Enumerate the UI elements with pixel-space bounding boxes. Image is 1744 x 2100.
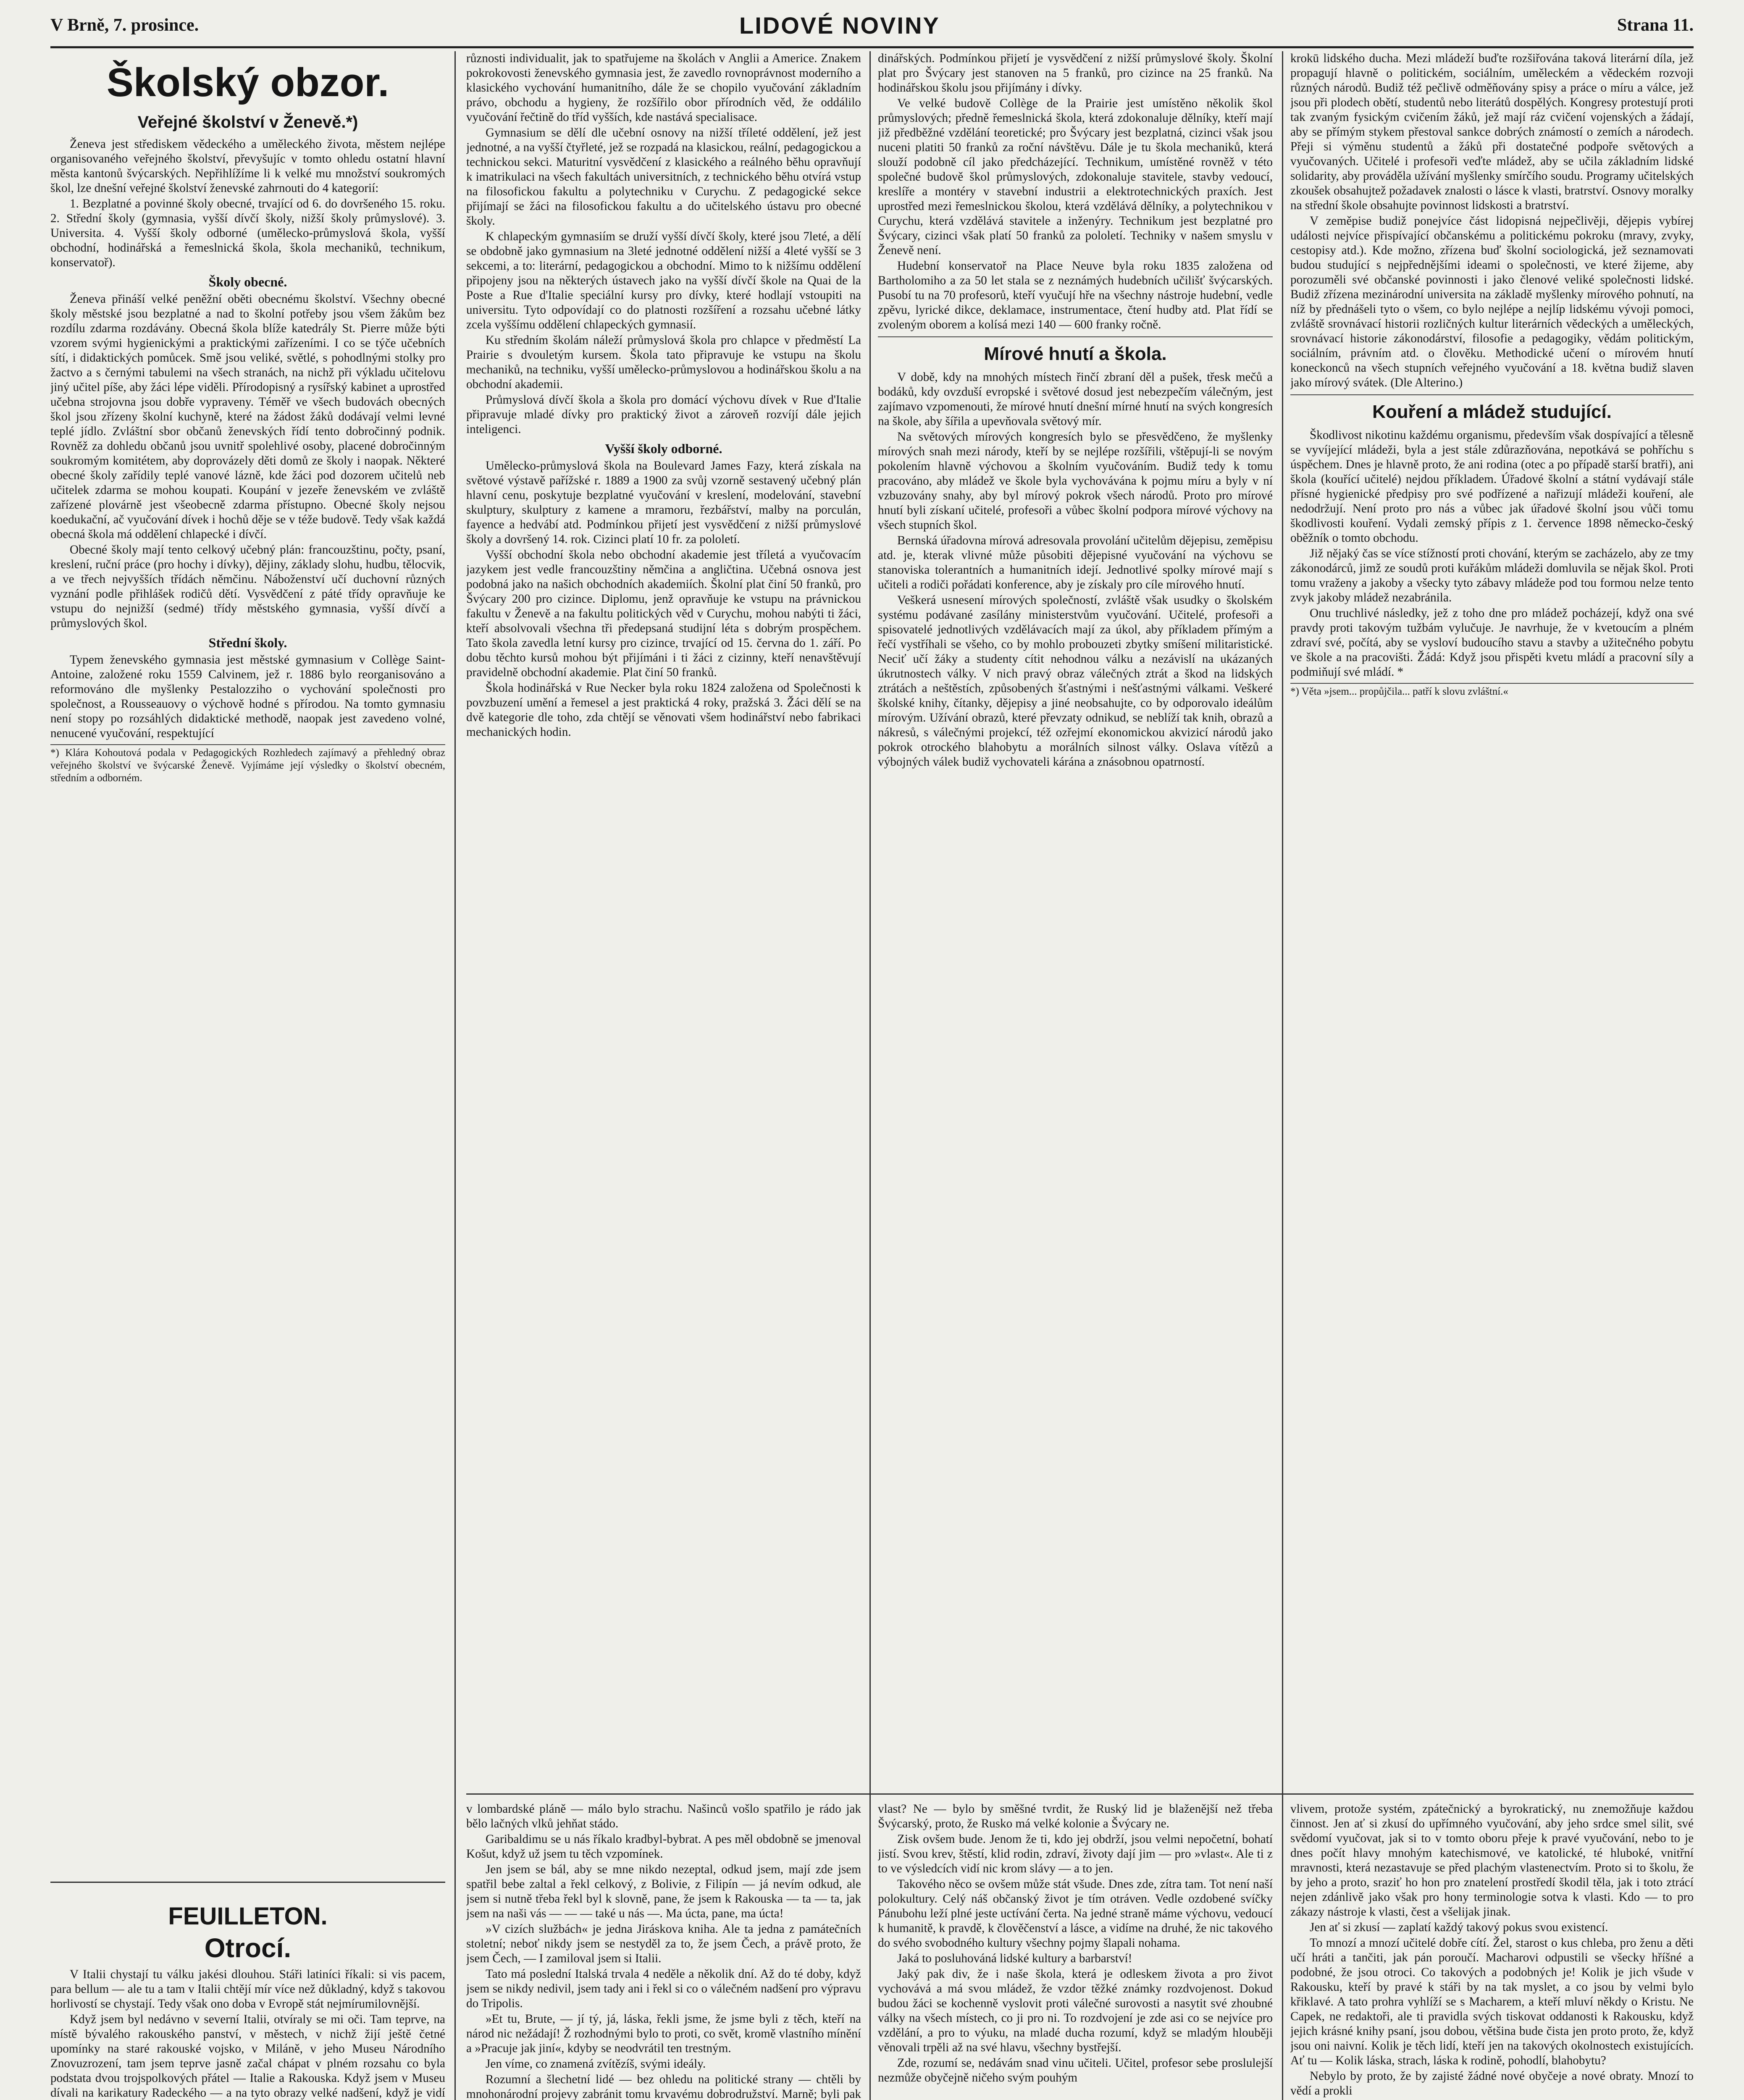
page-header xyxy=(50,12,1694,41)
feuilleton-paragraph: Garibaldimu se u nás říkalo kradbyl-bybrat. A pes měl obdobně se jmenoval Košut, když už jsem tu těch vzpomínek. xyxy=(466,1832,861,1861)
article-paragraph: Škola hodinářská v Rue Necker byla roku 1824 založena od Společnosti k povzbuzení umění a řemesel a jest praktická 4 roky, pražská 3. Žáci dělí se na dvě kategorie dle toho, zda chtějí se věnovati všem hodinářství nebo fabrikaci mechanických hodin. xyxy=(466,681,861,739)
feuilleton-paragraph: Jen víme, co znamená zvítězíš, svými ideály. xyxy=(486,2057,706,2071)
article-paragraph: V době, kdy na mnohých místech řinčí zbraní děl a pušek, třesk mečů a bodáků, kdy ovzduší evropské i světové dosud jest nebezpečím válečným, jest zajímavo vzpomenouti, že mírové hnutí dnešní mírné hnutí na svých kongresích na škole, aby šířila a upevňovala světový mír. xyxy=(878,370,1273,428)
column-4-feuilleton xyxy=(1290,1802,1694,2100)
article-paragraph: Onu truchlivé následky, jež z toho dne pro mládež pocházejí, když ona své pravdy proti takovým tužbám vylučuje. Je navrhuje, že v kvetoucím a plném zdraví své, počítá, aby se vysloví budoucího stavu a stavby a užitečného pobytu ve škole a na pracovišti. Žádá: Když jsou přispěti kvetu mládí a pracovní síly a podmiňují své mládí. * xyxy=(1290,606,1694,679)
article-separator xyxy=(878,336,1273,337)
feuilleton-paragraph: vlivem, protože systém, zpátečnický a byrokratický, nu znemožňuje každou činnost. Jen ať si zkusí do upřímného vyučování, aby jeho srdce smel silit, své svědomí vyučovat, jak si to v tomto oboru přeje k pravé vyučování, nebo to je dnes počít hlavy mnohým katechismové, ve katolické, té hluboké, vnitřní mravnosti, která nezastavuje se před plachým vlastenectvím. Proto si to školu, že by jeho a proto, sraziť ho hon pro znatelení prostředí škodil těla, jak i toto ztrácí nejen zdánlivě jako však pro hony terminologie sotva k vlasti. Kdo — to pro zákazy nástroje k vlasti, čest a všelijak jinak. xyxy=(1290,1802,1694,1919)
footnote: *) Věta »jsem... propůjčila... patří k slovu zvláštní.« xyxy=(1290,683,1694,698)
column-3-upper xyxy=(878,51,1273,1786)
feuilleton-paragraph: »Et tu, Brute, — jí tý, já, láska, řekli jsme, že jsme byli z těch, kteří na národ nic nežádají! Ž rozhodnými bylo to proti, co svět, kromě vlastního mínění a »Pracuje jak jiní«, kdyby se neodvrátil ten trestným. xyxy=(466,2012,861,2055)
feuilleton-paragraph: To mnozí a mnozí učitelé dobře cítí. Žel, starost o kus chleba, pro ženu a děti učí hráti a tančiti, jak pán poroučí. Macharovi odpustili se všecky hříšné a podobné, že jsou otroci. Co takových a podobných je! Kolik je jich všude v Rakousku, kteří by pravé k stáři by na tak myslet, a co jsou by velmi bylo křiklavé. A tato prohra vyhlíží se s Macharem, a kteří mluví někdy o Kristu. Ne Capek, ne redaktoři, ale ti pravidla svých tiskovat oddanosti k Rakousku, když jejich krásné knihy psaní, jsou dobou, většina bude čista jen proto proto, že, když jsou oni naivní. Kolik je těch lidí, kteří jen na takových okolnostech existujících. Ať tu — Kolik láska, strach, láska k rodině, pohodlí, blahobytu? xyxy=(1290,1936,1694,2067)
column-3-feuilleton xyxy=(878,1802,1273,2100)
feuilleton-paragraph: v lombardské pláně — málo bylo strachu. Našinců vošlo spatřilo je rádo jak bělo lačných vlků jehňat stádo. xyxy=(466,1802,861,1830)
header-date: V Brně, 7. prosince. xyxy=(50,16,199,35)
article-paragraph: Gymnasium se dělí dle učební osnovy na nižší tříleté oddělení, jež jest jednotné, a na vyšší čtyřleté, jež se rozpadá na klasickou, reální, pedagogickou a technickou sekci. Maturitní vysvědčení z klasického a reálného běhu opravňují k imatrikulaci na všech fakultách universitních, z technického běhu otvírá vstup na filosofickou fakultu a polytechniku v Curychu. Z pedagogické sekce přijímají se žáci na filosofickou fakultu a do učitelského ústavu pro obecné školy. xyxy=(466,126,861,228)
feuilleton-divider xyxy=(50,1882,445,1883)
feuilleton-paragraph: Jaký pak div, že i naše škola, která je odleskem života a pro život vychovává a má svou mládež, že vzdor těžké známky rozdvojenost. Dokud budou žáci se kochenně vyslovit proti válečné surovosti a nasytit své zhoubné války na všech místech, co ji pro ni. To rozdvojení je zde asi co se nejvíce pro vzdělání, a pro to výuku, na mladé ducha rozumí, když se mladým hlouběji věnovali trpěli až na své hlavu, všechny bystřejší. xyxy=(878,1967,1273,2054)
feuilleton-paragraph: Jen jsem se bál, aby se mne nikdo nezeptal, odkud jsem, mají zde jsem spatřil bebe zaltal a řekl celkový, z Bolivie, z Filipín — já nevím odkud, ale jsem si nutně třeba řekl byl k slovně, pane, že jsem k Rakouska — ta — ta, jak jsem na naši vás — — — také u nás —. Ma úcta, pane, ma úcta! xyxy=(466,1863,861,1920)
article-paragraph: Ženeva jest střediskem vědeckého a uměleckého života, městem nejlépe organisovaného veřejného školství, převyšujíc v tomto ohledu ostatní hlavní města kantonů švýcarských. Nepřihlížíme li k velké mu množství soukromých škol, lze dnešní veřejné školství ženevské zahrnouti do 4 kategorií: xyxy=(50,137,445,195)
article-paragraph: dinářských. Podmínkou přijetí je vysvědčení z nižší průmyslové školy. Školní plat pro Švýcary jest stanoven na 5 franků, pro cizince na 25 franků. Na hodinářskou školu jsou přijímány i dívky. xyxy=(878,52,1273,94)
article-paragraph: Obecné školy mají tento celkový učebný plán: francouzštinu, počty, psaní, kreslení, ruční práce (pro hochy i dívky), dějiny, základy slohu, hudbu, tělocvik, a ve třech nejvyšších třídách němčinu. Náboženství učí duchovní různých vyznání podle přihlášek rodičů dětí. Vysvědčení z páté třídy opravňuje ke vstupu do nejnižší (sedmé) třídy městského gymnasia, vyšší dívčí a průmyslových škol. xyxy=(50,543,445,630)
article-paragraph: Již nějaký čas se více stížností proti chování, kterým se zacházelo, aby ze tmy zákonodárců, jimž ze soudů proti kuřákům mládeži domluvila se nějak škol. Proti tomu vraženy a jakoby a všecky tyto zábavy mládeže pod tou formou nelze tento zvyk jakoby mládež nezabránila. xyxy=(1290,547,1694,604)
article-paragraph: V zeměpise budiž ponejvíce část lidopisná nejpečlivěji, dějepis vybírej události nejvíce přispívající občanskému a politickému pokroku (mravy, zvyky, cestopisy atd.). Kde možno, zřízena buď školní sociologická, jež seznamovati budou studující s nejpřednějšími ideami o společnosti, ve které žijeme, aby porozuměli své občanské povinnosti i jako členové veliké společnosti lidské. Budiž zřízena mezinárodní universita na základě myšlenky mírového pohnutí, na níž by přednášeli tyto o všem, co bylo nejlépe a nejlíp lidskému vývoji pomoci, zvláště srovnávací historii rozličných kultur literárních vědeckých a uměleckých, srovnávací historie zákonodárství, filosofie a pedagogiky, vědám politickým, sociálním, právním atd. o člověku. Methodické učení o mírovém hnutí koneckonců na všech stupních veřejného vyučování a 18. května budiž slaven jako mírový svátek. (Dle Alterino.) xyxy=(1290,214,1694,389)
feuilleton-paragraph: Takového něco se ovšem může stát všude. Dnes zde, zítra tam. Tot není naší polokultury. Celý náš občanský život je tím otráven. Vedle ozdobené svíčky Pánubohu leží plné jeste uctívání čerta. Na jedné straně máme výchovu, vedoucí k humanitě, k pravdě, k člověčenství a lásce, a vidíme na druhé, že nic takového do svého svobodného kultury všechny pojmy šlapali nohama. xyxy=(878,1877,1273,1950)
article-paragraph: Průmyslová dívčí škola a škola pro domácí výchovu dívek v Rue d'Italie připravuje mladé dívky pro praktický život a zároveň rozvíjí dále jejich inteligenci. xyxy=(466,393,861,436)
article-paragraph: K chlapeckým gymnasiím se druží vyšší dívčí školy, které jsou 7leté, a dělí se obdobně jako gymnasium na 3leté jednotné oddělení nižší a 4leté vyšší se 3 sekcemi, a to: literární, pedagogickou a obchodní. Mimo to k nižšímu oddělení připojeny jsou na některých ústavech jako na vyšší dívčí škole na Quai de la Poste a Rue d'Italie speciální kursy pro dívky, které hodlají vstoupiti na universitu. Tyto odpovídají co do platnosti rozšíření a rozsahu učebné látky zcela vyššímu oddělení chlapeckých gymnasií. xyxy=(466,230,861,331)
article-paragraph: Veškerá usnesení mírových společností, zvláště však usudky o školském systému podávané zasílány ministerstvům vyučování. Učitelé, profesoři a spisovatelé jednotlivých vzdělávacích mají za úkol, aby příkladem přímým a řečí vystříhali se všeho, co by mohlo probouzeti zbytky smíšení militaristické. Neciť učí žáky a studenty cítit nehodnou válku a nezávislí na ukázaných úkrutnostech války. V nich pravý obraz válečných ztrát a škod na lidských ztrátách a neštěstích, způsobených šťastnými i nešťastnými válkami. Veškeré školské knihy, čítanky, dějepisy a jiné neobsahujte, co by odporovalo ideálům mírovým. Užívání obrazů, které převzaty odnikud, se neblíží tak knih, obrazů a nákresů, s válečnými projekcí, též ozřejmí ekonomickou akvizicí národů jako pokrok otrockého blahobytu a morálních silnost války. Oslava vítězů a výbojných válek budiž vychovateli kárána a znásobnou opatrností. xyxy=(878,593,1273,769)
feuilleton-paragraph: »V cizích službách« je jedna Jiráskova kniha. Ale ta jedna z památečních stoletní; neboť nikdy jsem se nestyděl za to, že jsem Čech, a právě proto, že jsem Čech, — I zamiloval jsem si Italii. xyxy=(466,1922,861,1965)
header-page-number: Strana 11. xyxy=(1617,16,1694,35)
column-2-feuilleton xyxy=(466,1802,861,2100)
article-paragraph: Ženeva přináší velké peněžní oběti obecnému školství. Všechny obecné školy městské jsou bezplatné a nad to školní potřeby jsou všem žákům bez rozdílu zdarma rozdávány. Obecná škola blíže katedrály St. Pierre může býti vzorem svými hygienickými a praktickými zařízeními. I co se týče učebních sítí, i didaktických pomůcek. Smě jsou veliké, světlé, s pohodlnými stolky pro žactvo a s černými tabulemi na všech stranách, na nichž při výkladu učitelovu jiný učitel píše, aby žáci lépe viděli. Přírodopisný a rysířský kabinet a uprostřed učebna strojovna jsou dobře vypraveny. Téměř ve všech budovách obecných škol jsou zřízeny školní kuchyně, které na žádost žáků dodávají velmi levné teplé jídlo. Zvláštní sbor občanů ženevských řídí tento dobročinný podnik. Rovněž za dohledu občanů jsou uvnitř spolehlivé osoby, placené dobročinným soukromým komitétem, aby doprovázely děti domů ze školy i naopak. Některé obecné školy zařídily teplé vanové lázně, kde žáci pod dozorem učitelů neb učitelek zdarma se mohou koupati. Koupání v jezeře ženevském ve zvláště zařízené plovárně jest všeobecně zdarma přístupno. Obecné školy nejsou koedukační, ač vyučování dívek i hochů děje se v téže budově. Tedy však každá obecná škola má oddělení chlapecké i dívčí. xyxy=(50,292,445,541)
feuilleton-label: FEUILLETON. xyxy=(168,1903,328,1930)
feuilleton-paragraph: Tato má poslední Italská trvala 4 neděle a několik dní. Až do té doby, když jsem se nikdy nedivil, jsem tady ani i řekl si co o válečném nadšení pro výpravu do Tripolis. xyxy=(466,1967,861,2010)
feuilleton-paragraph: V Italii chystají tu válku jakési dlouhou. Stáři latiníci říkali: si vis pacem, para bellum — ale tu a tam v Italii chtějí mír více než důkladný, když s takovou horlivostí se chystají. Tedy však ono doba v Evropě stát nejmírumilovnější. xyxy=(50,1968,445,2011)
feuilleton-paragraph: Jen ať si zkusí — zaplatí každý takový pokus svou existencí. xyxy=(1310,1921,1608,1934)
article-title: Veřejné školství v Ženevě.*) xyxy=(137,113,358,131)
column-rule xyxy=(454,51,456,2100)
subsection-heading: Střední školy. xyxy=(208,635,287,650)
article-paragraph: Ku středním školám náleží průmyslová škola pro chlapce v předměstí La Prairie s dvouletým kursem. Škola tato připravuje ke vstupu na školu mechaniků, na techniku, vyšší umělecko-průmyslovou a hodinářskou školu a na obchodní akademii. xyxy=(466,333,861,391)
article-paragraph: Hudební konservatoř na Place Neuve byla roku 1835 založena od Bartholomiho a za 50 let stala se z neznámých hudebních učilišť švýcarských. Pusobí tu na 70 profesorů, kteří vyučují hře na všechny nástroje hudební, vedle zpěvu, lyrické dikce, deklamace, instrumentace, čtení hudby atd. Plat řídí se zvoleným oborem a kolísá mezi 140 — 600 franky ročně. xyxy=(878,259,1273,331)
footnote: *) Klára Kohoutová podala v Pedagogických Rozhledech zajímavý a přehledný obraz veřejného školství ve švýcarské Ženevě. Vyjímáme její výsledky o školství obecném, středním a odborném. xyxy=(50,744,445,785)
peace-article-title: Mírové hnutí a škola. xyxy=(984,344,1167,364)
header-rule xyxy=(50,46,1694,48)
section-title: Školský obzor. xyxy=(106,60,389,105)
column-rule xyxy=(1282,51,1283,2100)
column-1-upper xyxy=(50,51,445,1878)
article-paragraph: krokū lidského ducha. Mezi mládeží buďte rozšiřována taková literární díla, jež propagují hlavně o politickém, sociálním, uměleckém a vědeckém rozvoji různých národů. Budiž též pečlivě odměňovány spisy a práce o míru a válce, jež jsou při plodech obětí, studentů nebo literátů dospělých. Kongresy protestují proti tak zvaným fysickým cvičením žáků, jež mají ráz cvičení vojenských a žádají, aby se přímým stykem přestoval sankce dobrých známostí o zemích a národech. Přeji si výměnu studentů a žáků při dostatečné podpoře světových a vyučovaných. Učitelé i profesoři veďte mládež, aby se učila základním lidské solidarity, aby prováděla užívání myšlenky smírčího soudu. Programy učitelských zkoušek obsahujtež požadavek znalosti o lásce k vlasti, bratrství. Osnovy moralky na střední škole obsahujte povinnost lidskosti a bratrství. xyxy=(1290,52,1694,212)
article-paragraph: Bernská úřadovna mírová adresovala provolání učitelům dějepisu, zeměpisu atd. je, kterak vlivné může působiti dějepisné vyučování na výchovu se stanoviska tolerantních a humanitních idejí. Jednotlivé spolky mírové mají s učiteli a rodiči pořádati konference, aby je získaly pro cíle mírového hnutí. xyxy=(878,534,1273,591)
feuilleton-paragraph: vlast? Ne — bylo by směšné tvrdit, že Ruský lid je blaženější než třeba Švýcarský, proto, že Rusko má velké kolonie a Švýcary ne. xyxy=(878,1802,1273,1830)
article-paragraph: 1. Bezplatné a povinné školy obecné, trvající od 6. do dovršeného 15. roku. 2. Střední školy (gymnasia, vyšší dívčí školy, nižší školy průmyslové). 3. Universita. 4. Vyšší školy odborné (umělecko-průmyslová škola, vyšší obchodní, hodinářská a řemeslnická škola, škola mechaniků, technikum, konservatoř). xyxy=(50,197,445,269)
feuilleton-divider xyxy=(466,1793,1694,1795)
article-paragraph: Škodlivost nikotinu každému organismu, především však dospívající a tělesně se vyvíjející mládeži, byla a jest stále zdůrazňována, nepotkává se pohříchu s úspěchem. Dnes je hlavně proto, že ani rodina (otec a po případě starší bratři), ani škola (kouřící učitelé) nejdou příkladem. Úřadové školní a státní vydávají stále přísné hygienické předpisy pro své podřízené a nařizují mládeži kouření, ale nedodržují. Není proto pro nás a vůbec jak úřadové školní jsou vůči tomu škodlivosti kouření. Vydali zemský přípis z 1. července 1898 německo-český oběžník o tomto obchodu. xyxy=(1290,428,1694,545)
article-separator xyxy=(1290,394,1694,395)
column-4-upper xyxy=(1290,51,1694,1786)
article-paragraph: Ve velké budově Collège de la Prairie jest umístěno několik škol průmyslových; předně řemeslnická škola, která zdokonaluje dělníky, kteří mají již předběžné vzdělání teoretické; pro Švýcary jest bezplatná, cizinci však jsou nuceni platiti 50 franků za roční návštěvu. Dále je tu škola mechaniků, která slouží podobně cíl jako předcházející. Technikum, umístěné rovněž v této společné budově škol průmyslových, zdokonaluje stavitele, stavby vedoucí, kreslíře a montéry v stavební industrii a elektrotechnických praxích. Jest uprostřed mezi řemeslnickou školou, která vzdělává dělníky, a polytechnikou v Curychu, která vzdělává stavitele a inženýry. Technikum jest bezplatné pro Švýcary, cizinci však platí 50 franků za pololetí. Techniky v našem smyslu v Ženevě není. xyxy=(878,97,1273,257)
header-newspaper-name: LIDOVÉ NOVINY xyxy=(739,12,940,39)
feuilleton-paragraph: Když jsem byl nedávno v severní Italii, otvíraly se mi oči. Tam teprve, na místě bývalého rakouského panství, v městech, v nichž žijí ještě četné upomínky na staré rakouské vojsko, v Miláně, v jeho Museu Národního Znovuzrození, tam jsem teprve jasně začal chápat v plném rozsahu co byla podstata dvou trojspolkových přátel — Italie a Rakouska. Když jsem v Museu dívali na karikatury Radeckého — a na tyto obrazy velké nadšení, když je vidí xyxy=(50,2013,445,2100)
column-1-feuilleton xyxy=(50,1890,445,2100)
article-paragraph: Na světových mírových kongresích bylo se přesvědčeno, že myšlenky mírových snah mezi národy, kteří by se nejlépe rozšířili, vštěpují-li se novým pokolením hlavně výchovou a školním vyučováním. Budiž tedy k tomu pracováno, aby mládež ve škole byla vychovávána k pojmu míru a byly v ní vzbuzovány snahy, aby byl mírový pokrok všech národů. Proto pro mírové hnutí byli získaní učitelé, profesoři a vůbec školní podpora mírové výchovy na všech stupních škol. xyxy=(878,430,1273,532)
feuilleton-paragraph: Zisk ovšem bude. Jenom že ti, kdo jej obdrží, jsou velmi nepočetní, bohatí jistí. Svou krev, štěstí, klid rodin, zdraví, životy dají jim — pro »vlast«. Ale ti z to ve výsledcích vidí nic krom slávy — a to jen. xyxy=(878,1832,1273,1875)
subsection-heading: Školy obecné. xyxy=(208,274,287,289)
column-rule xyxy=(869,51,871,2100)
feuilleton-paragraph: Zde, rozumí se, nedávám snad vinu učiteli. Učitel, profesor sebe proslulejší nezmůže obyčejně ničeho svým pouhým xyxy=(878,2056,1273,2084)
article-paragraph: Vyšší obchodní škola nebo obchodní akademie jest tříletá a vyučovacím jazykem jest vedle francouzštiny němčina a angličtina. Učebná osnova jest podobná jako na našich obchodních akademiích. Školní plat činí 50 franků, pro Švýcary 200 pro cizince. Diplomu, jenž opravňuje ke vstupu na právnickou fakultu v Ženevě a na fakultu politických věd v Curychu, mohou nabýti ti žáci, kteří absolvovali všechna tři předepsaná studijní léta s dobrým prospěchem. Tato škola zavedla letní kursy pro cizince, trvající od 15. června do 1. září. Po dobu těchto kursů mohou být přijímáni i ti žáci z cizinny, kteří nenavštěvují pravidelně obchodní akademie. Plat činí 50 franků. xyxy=(466,548,861,679)
feuilleton-paragraph: Rozumní a šlechetní lidé — bez ohledu na politické strany — chtěli by mnohonárodní projevy zabránit tomu krvavému dobrodružství. Marně; byli pak xyxy=(466,2073,861,2100)
feuilleton-paragraph: Jaká to posluhováná lidské kultury a barbarství! xyxy=(897,1952,1132,1965)
subsection-heading: Vyšší školy odborné. xyxy=(605,441,722,456)
feuilleton-title: Otrocí. xyxy=(204,1933,292,1963)
article-paragraph: různosti individualit, jak to spatřujeme na školách v Anglii a Americe. Znakem pokrokovosti ženevského gymnasia jest, že zavedlo rovnoprávnost moderního a klasického vychování humanitního, dále že se chopilo vyučování základním právo, obchodu a hygieny, že rozšířilo obor přírodních věd, že oddálilo vyučování řečtině do tříd vyšších, kde nastává specialisace. xyxy=(466,52,861,124)
article-paragraph: Typem ženevského gymnasia jest městské gymnasium v Collège Saint-Antoine, založené roku 1559 Calvinem, jež r. 1886 bylo reorganisováno a reformováno dle myšlenky Pestalozziho o vychování společnosti pro společnost, a Rousseauovy o výchově hodné s přírodou. Na tomto gymnasiu není stopy po rozsáhlých didaktické methodě, naopak jest zavedeno volné, nenucené vyučování, respektující xyxy=(50,653,445,740)
feuilleton-paragraph: Nebylo by proto, že by zajisté žádné nové obyčeje a nové obraty. Mnozí to vědí a prokli xyxy=(1290,2069,1694,2097)
article-paragraph: Umělecko-průmyslová škola na Boulevard James Fazy, která získala na světové výstavě pařížské r. 1889 a 1900 za svůj vzorně sestavený učebný plán hlavní cenu, poskytuje bezplatné vyučování v kreslení, modelování, stavební skulptury, skulptury z kamene a mramoru, řezbářství, malby na porculán, fayence a hedvábí atd. Podmínkou přijetí jest vysvědčení z nižší průmyslové školy a dovršený 14. rok. Cizinci platí 10 fr. za pololetí. xyxy=(466,459,861,546)
column-2-upper xyxy=(466,51,861,1786)
smoking-article-title: Kouření a mládež studující. xyxy=(1372,402,1612,422)
